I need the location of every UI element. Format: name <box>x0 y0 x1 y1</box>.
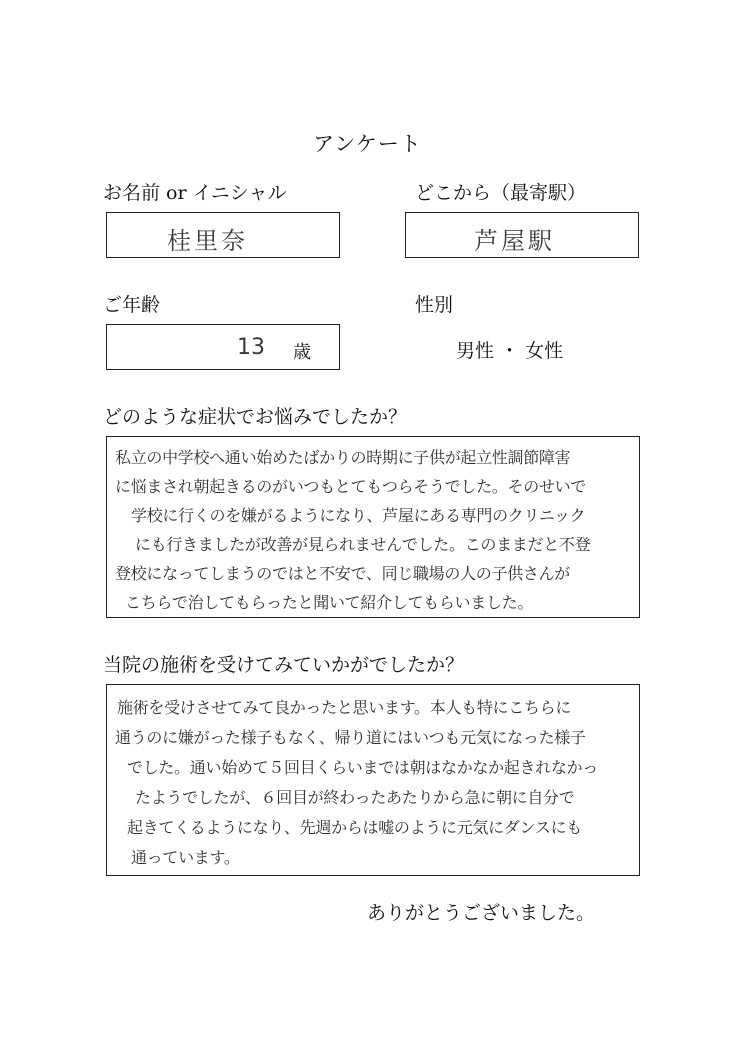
treatment-box <box>106 684 640 876</box>
symptoms-line: 登校になってしまうのではと不安で、同じ職場の人の子供さんが <box>115 564 570 583</box>
symptoms-label: どのような症状でお悩みでしたか？ <box>103 406 408 428</box>
name-field <box>106 212 340 258</box>
gender-options: 男性 ・ 女性 <box>456 340 564 362</box>
page-title: アンケート <box>313 132 422 156</box>
treatment-line: でした。通い始めて５回目くらいまでは朝はなかなか起きれなかっ <box>127 758 599 777</box>
symptoms-line: こちらで治してもらったと聞いて紹介してもらいました。 <box>125 593 534 612</box>
name-label: お名前 or イニシャル <box>103 182 287 204</box>
symptoms-line: にも行きましたが改善が見られませんでした。このままだと不登 <box>135 535 591 554</box>
age-label: ご年齢 <box>103 294 161 316</box>
gender-label: 性別 <box>415 294 454 316</box>
treatment-line: 通うのに嫌がった様子もなく、帰り道にはいつも元気になった様子 <box>115 728 586 747</box>
station-value: 芦屋駅 <box>474 227 555 255</box>
treatment-line: 起きてくるようになり、先週からは嘘のように元気にダンスにも <box>127 818 582 837</box>
symptoms-line: 学校に行くのを嫌がるようになり、芦屋にある専門のクリニック <box>131 506 586 525</box>
symptoms-line: 私立の中学校へ通い始めたばかりの時期に子供が起立性調節障害 <box>115 448 571 467</box>
closing-text: ありがとうございました。 <box>367 902 596 924</box>
symptoms-line: に悩まされ朝起きるのがいつもとてもつらそうでした。そのせいで <box>115 477 587 496</box>
treatment-text <box>113 685 633 875</box>
station-field <box>405 212 639 258</box>
age-field <box>106 324 340 370</box>
age-unit: 歳 <box>293 342 311 363</box>
treatment-line: 通っています。 <box>131 848 240 867</box>
treatment-label: 当院の施術を受けてみていかがでしたか？ <box>103 654 465 676</box>
station-label: どこから（最寄駅） <box>415 182 587 204</box>
name-value: 桂里奈 <box>167 227 248 255</box>
symptoms-box <box>106 436 640 618</box>
age-value: 13 <box>237 335 265 360</box>
symptoms-text <box>113 437 633 617</box>
treatment-line: たようでしたが、６回目が終わったあたりから急に朝に自分で <box>135 788 575 807</box>
treatment-line: 施術を受けさせてみて良かったと思います。本人も特にこちらに <box>117 698 572 717</box>
